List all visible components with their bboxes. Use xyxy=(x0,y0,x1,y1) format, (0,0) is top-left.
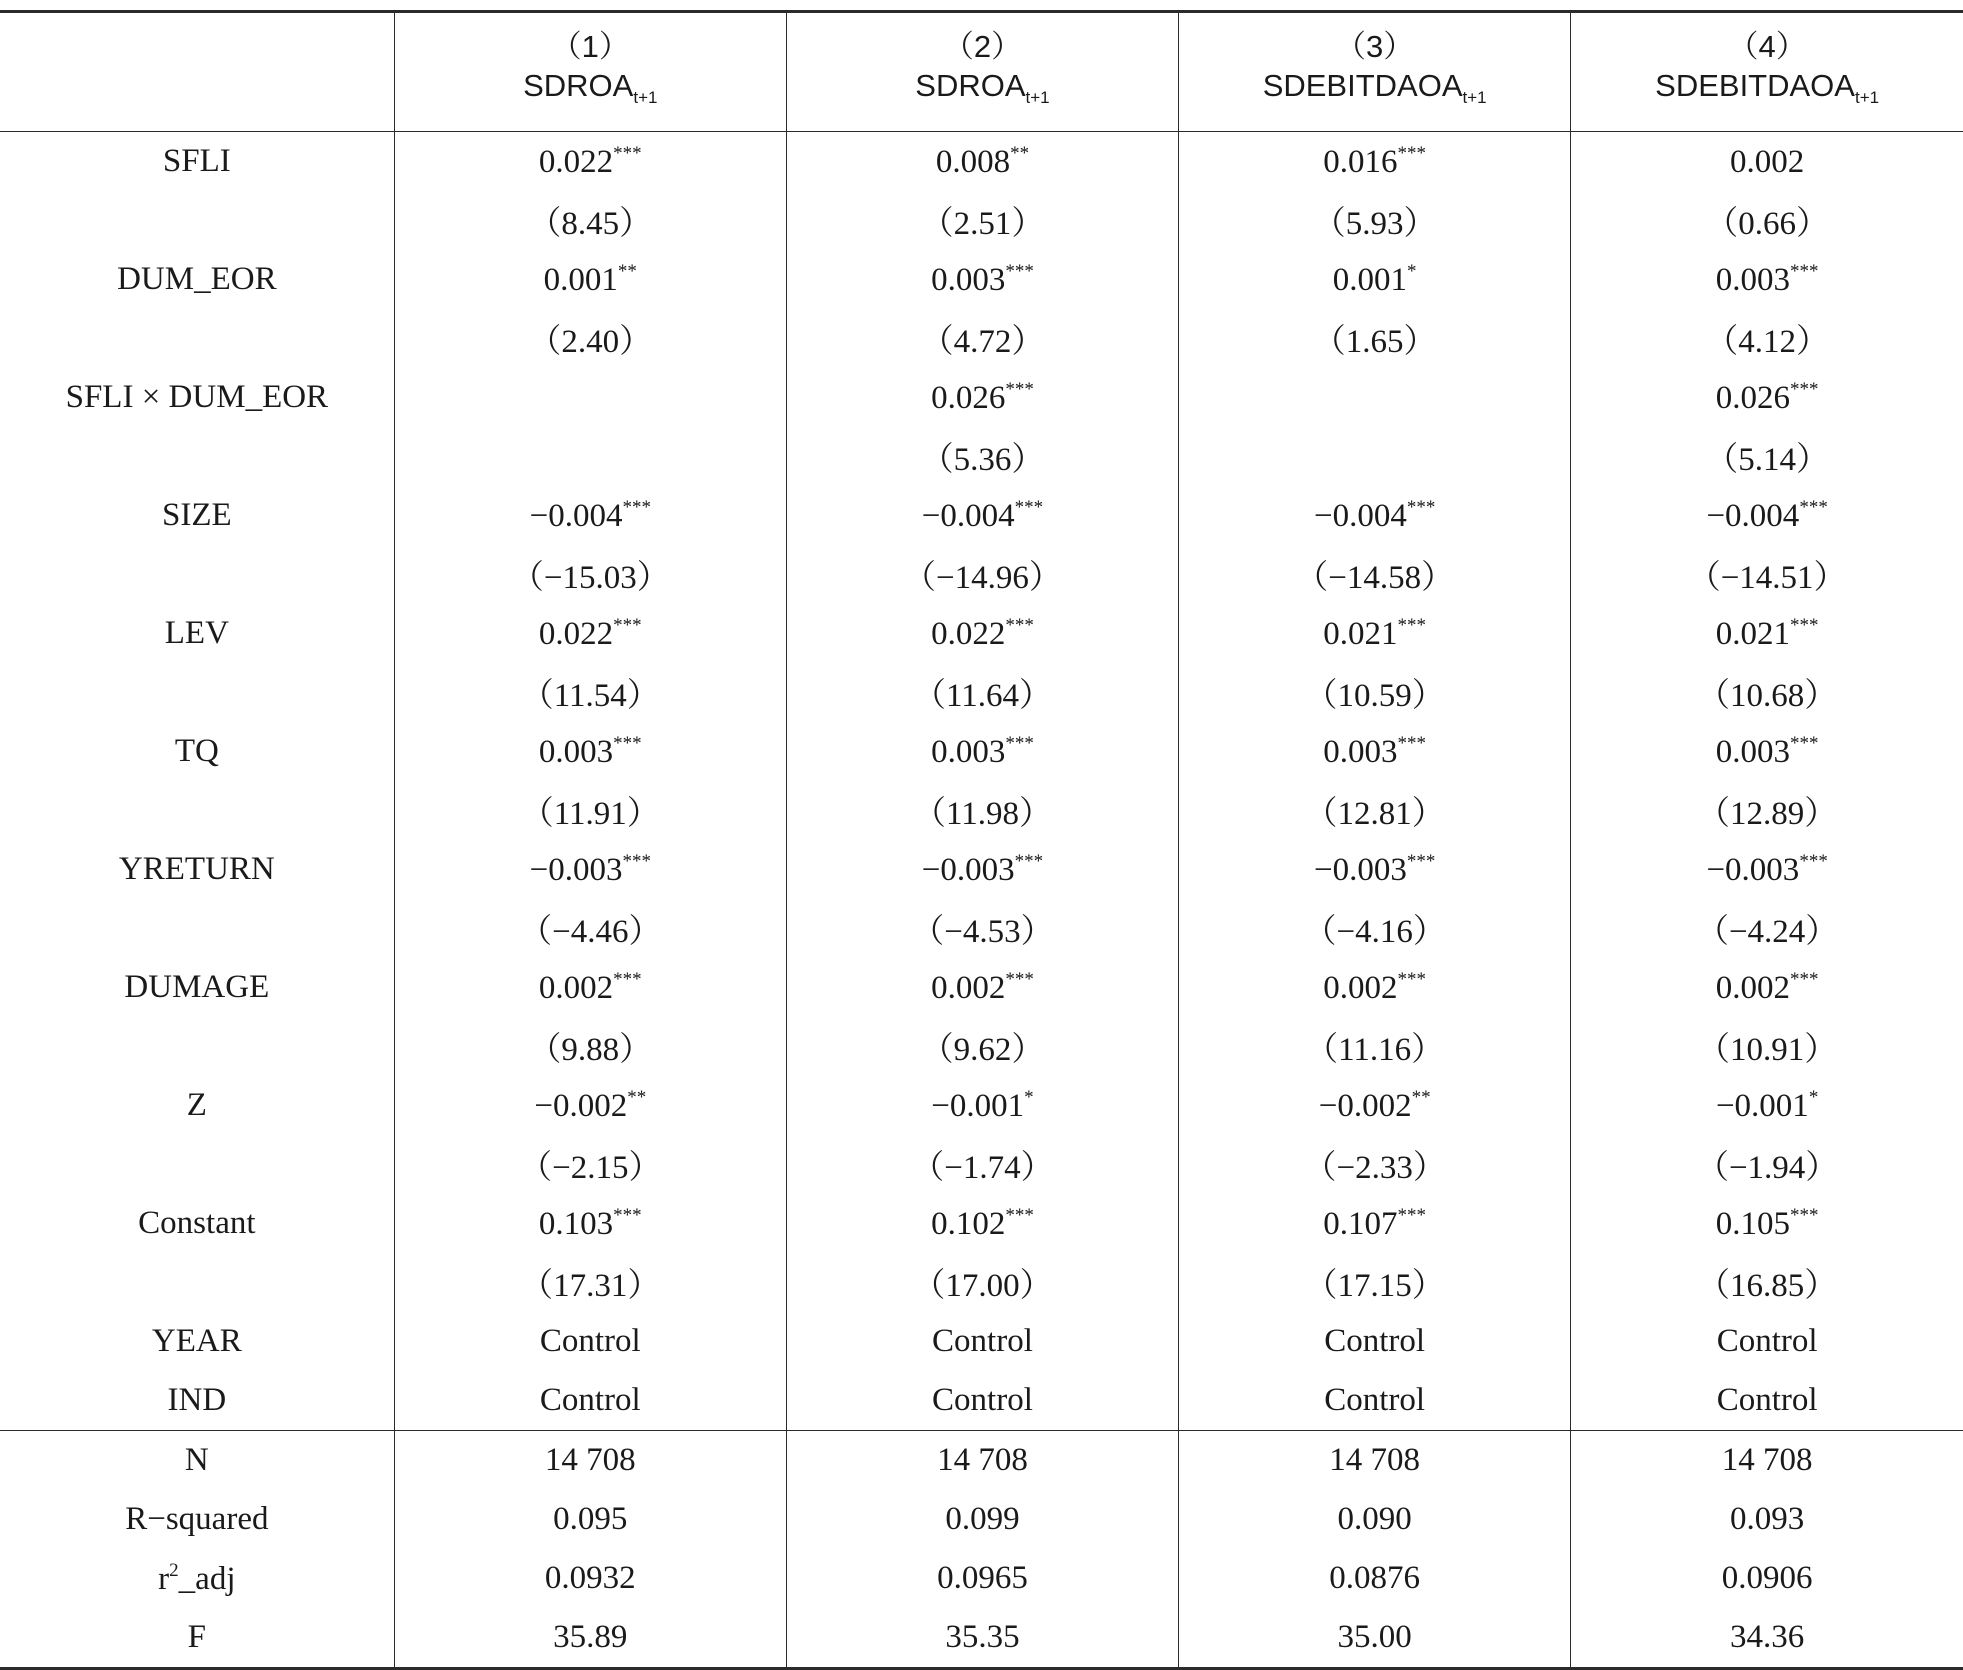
coefficient-value: 0.016 xyxy=(1323,143,1398,180)
column-number: （2） xyxy=(942,29,1023,64)
t-statistic-cell: （11.54） xyxy=(394,663,786,722)
coefficient-cell xyxy=(394,604,786,663)
t-statistic-row xyxy=(0,427,1963,486)
coefficient-cell xyxy=(394,250,786,309)
coefficient-value: −0.003 xyxy=(921,851,1015,888)
variable-name: TQ xyxy=(174,733,219,769)
coefficient-value: 0.003 xyxy=(931,733,1006,770)
significance-stars: *** xyxy=(1799,496,1828,518)
significance-stars: *** xyxy=(1397,614,1427,636)
variable-name-blank xyxy=(0,899,394,958)
statistic-value: 34.36 xyxy=(1571,1608,1963,1669)
statistic-value: 14 708 xyxy=(1571,1431,1963,1491)
significance-stars: * xyxy=(1024,1086,1034,1108)
coefficient-value: −0.001 xyxy=(931,1087,1025,1124)
t-statistic-cell: （−4.16） xyxy=(1179,899,1571,958)
variable-name-blank xyxy=(0,309,394,368)
t-statistic-row xyxy=(0,191,1963,250)
coefficient-cell xyxy=(394,958,786,1017)
column-header-1 xyxy=(394,12,786,132)
coefficient-value: 0.021 xyxy=(1323,615,1398,652)
coefficient-value: −0.003 xyxy=(1706,851,1800,888)
coefficient-value: 0.001 xyxy=(1332,261,1408,298)
coefficient-cell xyxy=(786,368,1178,427)
variable-name: YRETURN xyxy=(118,851,275,887)
significance-stars: *** xyxy=(1014,850,1044,872)
variable-name: SFLI xyxy=(162,143,231,179)
significance-stars: *** xyxy=(1790,260,1819,282)
t-statistic-cell: （4.12） xyxy=(1571,309,1963,368)
coefficient-cell xyxy=(394,368,786,427)
statistic-label: r xyxy=(158,1560,170,1597)
variable-name-blank xyxy=(0,545,394,604)
column-number: （1） xyxy=(550,29,630,64)
coefficient-cell xyxy=(1179,604,1571,663)
coefficient-cell xyxy=(786,958,1178,1017)
significance-stars: *** xyxy=(613,614,642,636)
coefficient-cell xyxy=(1179,1194,1571,1253)
t-statistic-cell: （9.88） xyxy=(394,1017,786,1076)
statistic-row xyxy=(0,1490,1963,1549)
significance-stars: *** xyxy=(1790,614,1819,636)
t-statistic-row xyxy=(0,663,1963,722)
coefficient-cell xyxy=(394,722,786,781)
control-value: Control xyxy=(394,1312,786,1371)
t-statistic-row xyxy=(0,545,1963,604)
header-row xyxy=(0,12,1963,132)
column-header-4 xyxy=(1571,12,1963,132)
coefficient-value: 0.022 xyxy=(538,143,614,180)
coefficient-cell xyxy=(1179,132,1571,192)
column-header-2 xyxy=(786,12,1178,132)
significance-stars: *** xyxy=(1005,1204,1034,1226)
statistic-value: 14 708 xyxy=(786,1431,1178,1491)
significance-stars: *** xyxy=(1005,260,1034,282)
coefficient-cell xyxy=(394,486,786,545)
coefficient-value: −0.004 xyxy=(529,497,623,534)
coefficient-cell xyxy=(786,1194,1178,1253)
coefficient-value: 0.001 xyxy=(543,261,618,298)
significance-stars: *** xyxy=(1790,378,1819,400)
coefficient-row xyxy=(0,840,1963,899)
t-statistic-row xyxy=(0,309,1963,368)
significance-stars: *** xyxy=(1005,968,1034,990)
coefficient-value: 0.003 xyxy=(1323,733,1398,770)
t-statistic-cell: （−1.94） xyxy=(1571,1135,1963,1194)
coefficient-cell xyxy=(786,132,1178,192)
significance-stars: *** xyxy=(1799,850,1828,872)
variable-name: LEV xyxy=(164,615,229,651)
significance-stars: *** xyxy=(613,732,642,754)
statistic-value: 0.093 xyxy=(1571,1490,1963,1549)
t-statistic-cell: （5.36） xyxy=(786,427,1178,486)
statistic-value: 0.0965 xyxy=(786,1549,1178,1608)
coefficient-cell xyxy=(1179,368,1571,427)
significance-stars: *** xyxy=(1406,496,1436,518)
significance-stars: *** xyxy=(1005,378,1034,400)
statistic-row xyxy=(0,1549,1963,1608)
coefficient-cell xyxy=(786,604,1178,663)
significance-stars: *** xyxy=(622,850,651,872)
coefficient-cell xyxy=(786,250,1178,309)
coefficient-row xyxy=(0,368,1963,427)
t-statistic-cell: （−14.51） xyxy=(1571,545,1963,604)
control-name: IND xyxy=(167,1382,227,1418)
coefficient-cell xyxy=(1571,958,1963,1017)
t-statistic-cell: （10.68） xyxy=(1571,663,1963,722)
coefficient-value: 0.103 xyxy=(538,1205,614,1242)
significance-stars: *** xyxy=(613,142,642,164)
t-statistic-row xyxy=(0,1135,1963,1194)
coefficient-cell xyxy=(1571,1076,1963,1135)
coefficient-value: −0.003 xyxy=(1313,851,1407,888)
significance-stars: ** xyxy=(617,260,637,282)
coefficient-value: 0.003 xyxy=(1715,733,1790,770)
coefficient-value: 0.003 xyxy=(538,733,614,770)
coefficient-cell xyxy=(1571,840,1963,899)
coefficient-cell xyxy=(394,840,786,899)
t-statistic-cell: （16.85） xyxy=(1571,1253,1963,1312)
t-statistic-cell: （−4.46） xyxy=(394,899,786,958)
variable-name-blank xyxy=(0,1253,394,1312)
variable-name-blank xyxy=(0,1017,394,1076)
significance-stars: *** xyxy=(613,968,642,990)
significance-stars: ** xyxy=(627,1086,647,1108)
variable-name: DUM_EOR xyxy=(117,261,277,297)
dependent-variable: $SDEBITDAOA_{t+1}$ xyxy=(1262,68,1487,107)
header-blank-cell xyxy=(0,12,394,132)
statistic-label: R−squared xyxy=(125,1501,269,1537)
coefficient-cell xyxy=(1179,1076,1571,1135)
significance-stars: *** xyxy=(1397,142,1427,164)
coefficient-row xyxy=(0,132,1963,192)
control-value: Control xyxy=(786,1371,1178,1431)
t-statistic-cell: （11.91） xyxy=(394,781,786,840)
statistic-label: F xyxy=(187,1619,207,1655)
dependent-variable: $SDROA_{t+1}$ xyxy=(915,68,1050,107)
significance-stars: *** xyxy=(1790,732,1819,754)
coefficient-value: −0.001 xyxy=(1715,1087,1809,1124)
coefficient-row xyxy=(0,1076,1963,1135)
significance-stars: *** xyxy=(1406,850,1436,872)
statistic-value: 35.00 xyxy=(1179,1608,1571,1669)
significance-stars: * xyxy=(1407,260,1417,282)
t-statistic-cell: （2.51） xyxy=(786,191,1178,250)
variable-name: SIZE xyxy=(162,497,232,533)
t-statistic-cell: （1.65） xyxy=(1179,309,1571,368)
coefficient-cell xyxy=(1571,250,1963,309)
coefficient-value: 0.002 xyxy=(1323,969,1398,1006)
coefficient-cell xyxy=(786,1076,1178,1135)
statistic-value: 0.099 xyxy=(786,1490,1178,1549)
column-number: （4） xyxy=(1727,29,1807,64)
coefficient-cell xyxy=(1179,486,1571,545)
statistic-value: 14 708 xyxy=(394,1431,786,1491)
t-statistic-cell xyxy=(1179,427,1571,486)
control-value: Control xyxy=(786,1312,1178,1371)
coefficient-value: 0.105 xyxy=(1715,1205,1790,1242)
statistic-value: 0.095 xyxy=(394,1490,786,1549)
coefficient-value: 0.026 xyxy=(1715,379,1790,416)
statistic-row xyxy=(0,1608,1963,1669)
significance-stars: * xyxy=(1808,1086,1819,1108)
control-name: YEAR xyxy=(151,1323,242,1359)
t-statistic-cell: （11.98） xyxy=(786,781,1178,840)
t-statistic-cell: （0.66） xyxy=(1571,191,1963,250)
variable-name-blank xyxy=(0,427,394,486)
coefficient-row xyxy=(0,250,1963,309)
significance-stars: *** xyxy=(1397,1204,1427,1226)
t-statistic-cell: （17.00） xyxy=(786,1253,1178,1312)
subscript: t+1 xyxy=(1025,88,1050,107)
t-statistic-row xyxy=(0,1017,1963,1076)
variable-name: DUMAGE xyxy=(124,969,270,1005)
t-statistic-cell: （−4.24） xyxy=(1571,899,1963,958)
significance-stars: *** xyxy=(1005,732,1034,754)
t-statistic-cell: （10.91） xyxy=(1571,1017,1963,1076)
t-statistic-cell: （10.59） xyxy=(1179,663,1571,722)
t-statistic-cell: （11.64） xyxy=(786,663,1178,722)
dependent-variable: $SDEBITDAOA_{t+1}$ xyxy=(1655,68,1880,107)
statistic-value: 0.0932 xyxy=(394,1549,786,1608)
coefficient-value: −0.004 xyxy=(1313,497,1407,534)
variable-name-blank xyxy=(0,1135,394,1194)
statistic-label-suffix: _adj xyxy=(178,1560,236,1597)
control-row xyxy=(0,1371,1963,1431)
control-value: Control xyxy=(394,1371,786,1431)
coefficient-value: −0.002 xyxy=(534,1087,628,1124)
t-statistic-cell: （11.16） xyxy=(1179,1017,1571,1076)
t-statistic-cell: （−14.96） xyxy=(786,545,1178,604)
coefficient-cell xyxy=(1571,604,1963,663)
statistic-label: N xyxy=(184,1442,209,1478)
coefficient-cell xyxy=(786,840,1178,899)
variable-name-blank xyxy=(0,191,394,250)
control-value: Control xyxy=(1571,1312,1963,1371)
significance-stars: *** xyxy=(622,496,651,518)
coefficient-cell xyxy=(1571,132,1963,192)
column-header-3 xyxy=(1179,12,1571,132)
t-statistic-cell: （−4.53） xyxy=(786,899,1178,958)
regression-table-wrapper xyxy=(0,10,1963,1670)
variable-name-blank xyxy=(0,781,394,840)
significance-stars: *** xyxy=(1014,496,1044,518)
t-statistic-cell: （12.89） xyxy=(1571,781,1963,840)
dependent-variable: $SDROA_{t+1}$ xyxy=(523,68,658,107)
statistic-value: 0.0876 xyxy=(1179,1549,1571,1608)
t-statistic-cell: （4.72） xyxy=(786,309,1178,368)
statistic-row xyxy=(0,1431,1963,1491)
coefficient-cell xyxy=(1571,368,1963,427)
statistic-name xyxy=(0,1608,394,1669)
variable-name: SFLI × DUM_EOR xyxy=(65,379,329,415)
control-value: Control xyxy=(1179,1312,1571,1371)
t-statistic-cell: （2.40） xyxy=(394,309,786,368)
statistic-value: 0.0906 xyxy=(1571,1549,1963,1608)
coefficient-cell xyxy=(394,1076,786,1135)
significance-stars: *** xyxy=(1790,968,1819,990)
t-statistic-cell: （5.14） xyxy=(1571,427,1963,486)
statistic-value: 0.090 xyxy=(1179,1490,1571,1549)
coefficient-cell xyxy=(394,132,786,192)
statistic-name xyxy=(0,1431,394,1491)
subscript: t+1 xyxy=(1462,88,1487,107)
subscript: t+1 xyxy=(1854,88,1880,107)
t-statistic-row xyxy=(0,781,1963,840)
coefficient-row xyxy=(0,958,1963,1017)
coefficient-value: 0.002 xyxy=(931,969,1006,1006)
t-statistic-row xyxy=(0,899,1963,958)
t-statistic-cell: （−1.74） xyxy=(786,1135,1178,1194)
column-number: （3） xyxy=(1335,29,1415,64)
coefficient-cell xyxy=(1179,840,1571,899)
t-statistic-cell: （−2.15） xyxy=(394,1135,786,1194)
coefficient-row xyxy=(0,486,1963,545)
coefficient-value: 0.026 xyxy=(931,379,1006,416)
coefficient-value: −0.004 xyxy=(921,497,1015,534)
significance-stars: *** xyxy=(1790,1204,1819,1226)
statistic-name xyxy=(0,1549,394,1608)
variable-name: Constant xyxy=(138,1205,256,1241)
significance-stars: *** xyxy=(1397,968,1427,990)
coefficient-value: 0.003 xyxy=(931,261,1006,298)
coefficient-cell xyxy=(1571,1194,1963,1253)
coefficient-row xyxy=(0,722,1963,781)
t-statistic-cell: （−2.33） xyxy=(1179,1135,1571,1194)
coefficient-value: 0.003 xyxy=(1715,261,1790,298)
coefficient-value: 0.002 xyxy=(538,969,614,1006)
coefficient-value: 0.022 xyxy=(931,615,1006,652)
control-value: Control xyxy=(1179,1371,1571,1431)
variable-name-blank xyxy=(0,663,394,722)
statistic-value: 14 708 xyxy=(1179,1431,1571,1491)
t-statistic-cell: （−14.58） xyxy=(1179,545,1571,604)
t-statistic-cell: （12.81） xyxy=(1179,781,1571,840)
t-statistic-cell: （9.62） xyxy=(786,1017,1178,1076)
coefficient-cell xyxy=(786,722,1178,781)
statistic-label-superscript: 2 xyxy=(169,1559,179,1581)
coefficient-value: 0.022 xyxy=(538,615,614,652)
t-statistic-row xyxy=(0,1253,1963,1312)
t-statistic-cell: （−15.03） xyxy=(394,545,786,604)
t-statistic-cell: （8.45） xyxy=(394,191,786,250)
coefficient-value: −0.003 xyxy=(529,851,623,888)
statistic-value: 35.89 xyxy=(394,1608,786,1669)
significance-stars: ** xyxy=(1411,1086,1431,1108)
t-statistic-cell: （17.31） xyxy=(394,1253,786,1312)
coefficient-value: 0.107 xyxy=(1323,1205,1398,1242)
significance-stars: *** xyxy=(613,1204,642,1226)
t-statistic-cell: （5.93） xyxy=(1179,191,1571,250)
coefficient-value: 0.021 xyxy=(1715,615,1790,652)
control-value: Control xyxy=(1571,1371,1963,1431)
coefficient-value: 0.002 xyxy=(1715,969,1790,1006)
significance-stars: ** xyxy=(1010,142,1030,164)
statistic-value: 35.35 xyxy=(786,1608,1178,1669)
coefficient-cell xyxy=(394,1194,786,1253)
coefficient-row xyxy=(0,604,1963,663)
table-body xyxy=(0,132,1963,1669)
coefficient-cell xyxy=(786,486,1178,545)
significance-stars: *** xyxy=(1005,614,1034,636)
coefficient-cell xyxy=(1179,250,1571,309)
control-row xyxy=(0,1312,1963,1371)
variable-name: Z xyxy=(186,1087,207,1123)
coefficient-value: −0.002 xyxy=(1318,1087,1412,1124)
significance-stars: *** xyxy=(1397,732,1427,754)
subscript: t+1 xyxy=(633,88,658,107)
coefficient-value: 0.102 xyxy=(931,1205,1006,1242)
statistic-name xyxy=(0,1490,394,1549)
coefficient-cell xyxy=(1571,486,1963,545)
coefficient-value: −0.004 xyxy=(1706,497,1800,534)
coefficient-cell xyxy=(1179,958,1571,1017)
coefficient-row xyxy=(0,1194,1963,1253)
coefficient-cell xyxy=(1571,722,1963,781)
coefficient-value: 0.002 xyxy=(1730,143,1805,180)
coefficient-value: 0.008 xyxy=(935,143,1011,180)
coefficient-cell xyxy=(1179,722,1571,781)
t-statistic-cell xyxy=(394,427,786,486)
regression-table xyxy=(0,10,1963,1670)
t-statistic-cell: （17.15） xyxy=(1179,1253,1571,1312)
